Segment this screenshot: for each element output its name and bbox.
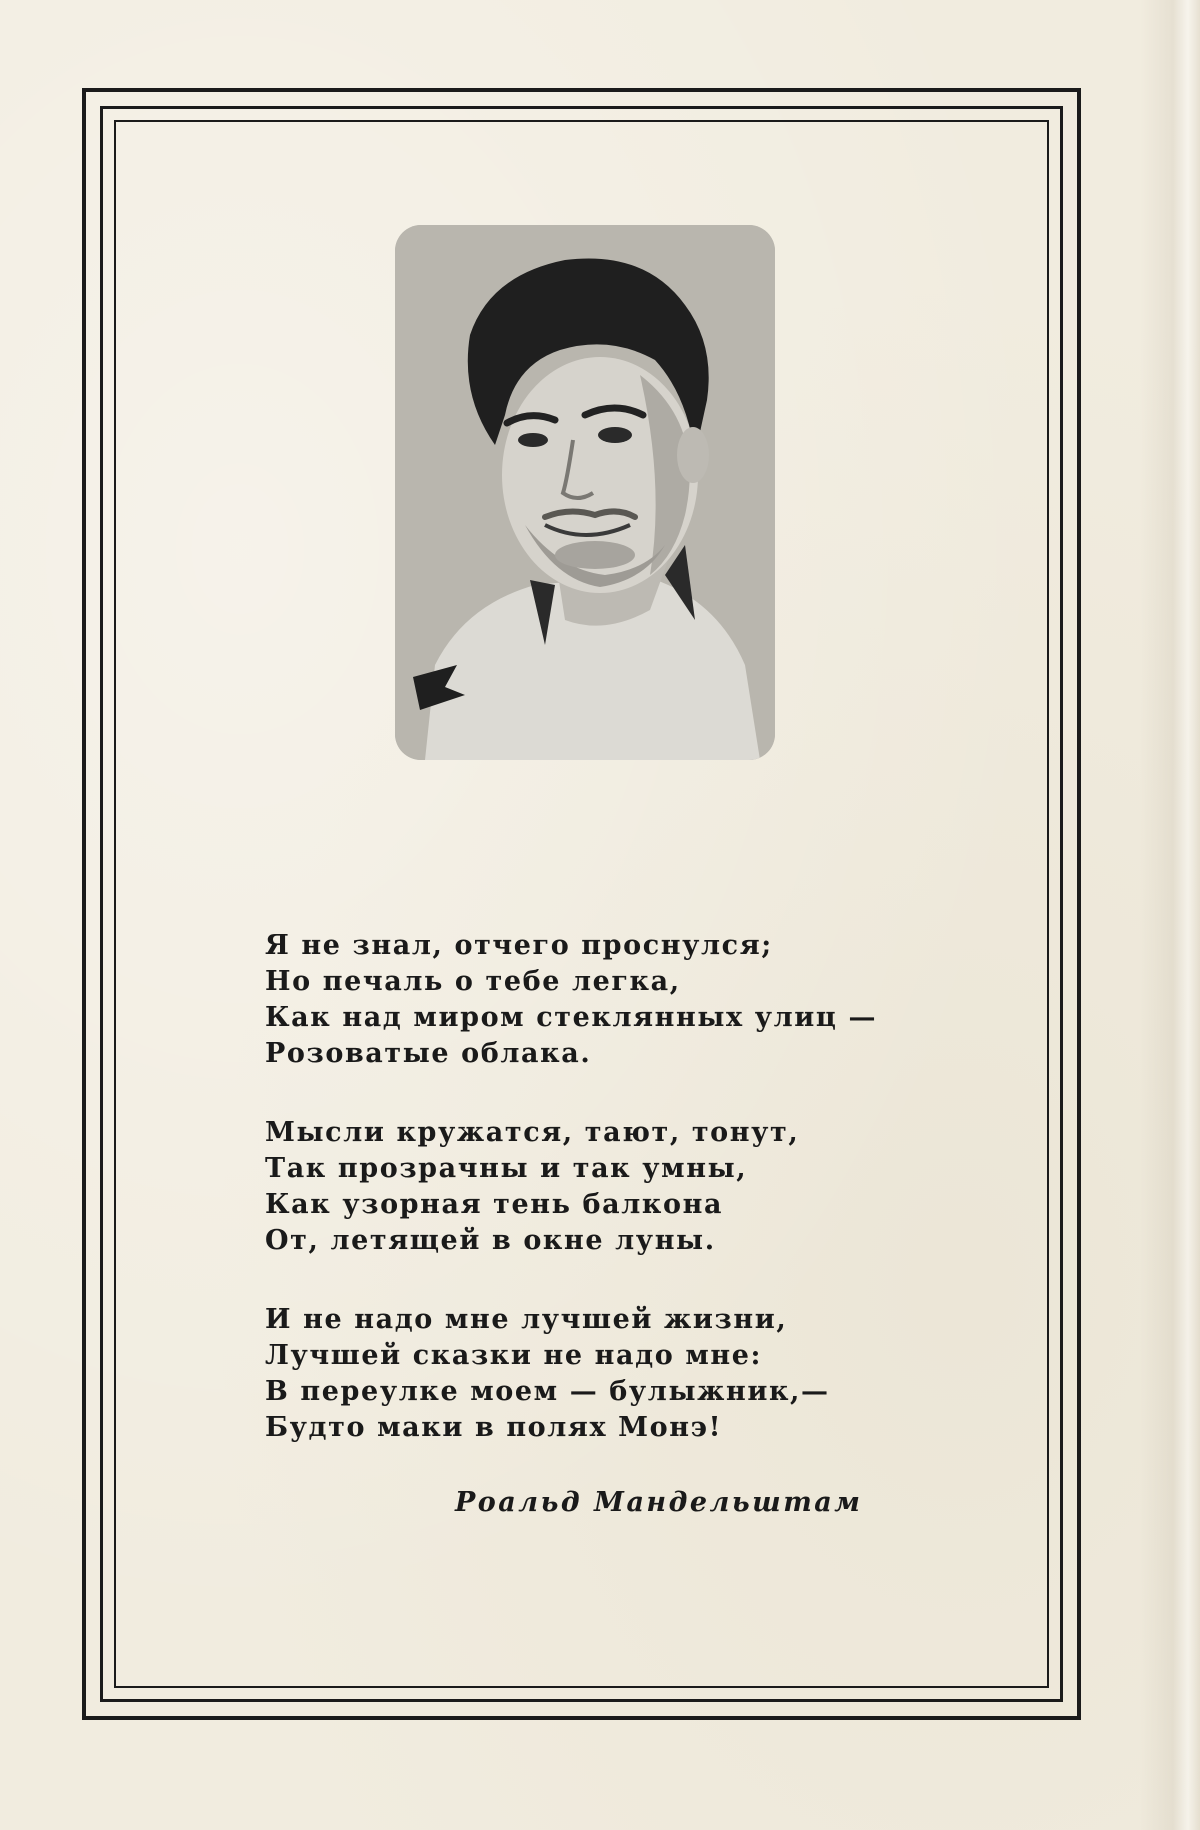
- cover-edge: [1140, 0, 1200, 1830]
- poem-line: Как над миром стеклянных улиц —: [265, 1002, 878, 1033]
- poem-line: Мысли кружатся, тают, тонут,: [265, 1117, 800, 1148]
- author-portrait: [395, 225, 775, 760]
- poem-line: Как узорная тень балкона: [265, 1189, 724, 1220]
- poem-author: Роальд Мандельштам: [455, 1487, 863, 1518]
- poem-line: И не надо мне лучшей жизни,: [265, 1304, 788, 1335]
- poem-line: От, летящей в окне луны.: [265, 1225, 716, 1256]
- poem-line: Будто маки в полях Монэ!: [265, 1412, 723, 1443]
- portrait-illustration: [395, 225, 775, 760]
- poem-line: Розоватые облака.: [265, 1038, 592, 1069]
- poem-line: В переулке моем — булыжник,—: [265, 1376, 830, 1407]
- poem-stanza-3: [265, 1302, 985, 1446]
- poem-line: Но печаль о тебе легка,: [265, 966, 681, 997]
- poem-line: Лучшей сказки не надо мне:: [265, 1340, 763, 1371]
- poem: [265, 928, 985, 1489]
- poem-stanza-2: [265, 1115, 985, 1259]
- poem-line: Так прозрачны и так умны,: [265, 1153, 748, 1184]
- poem-line: Я не знал, отчего проснулся;: [265, 930, 773, 961]
- poem-stanza-1: [265, 928, 985, 1072]
